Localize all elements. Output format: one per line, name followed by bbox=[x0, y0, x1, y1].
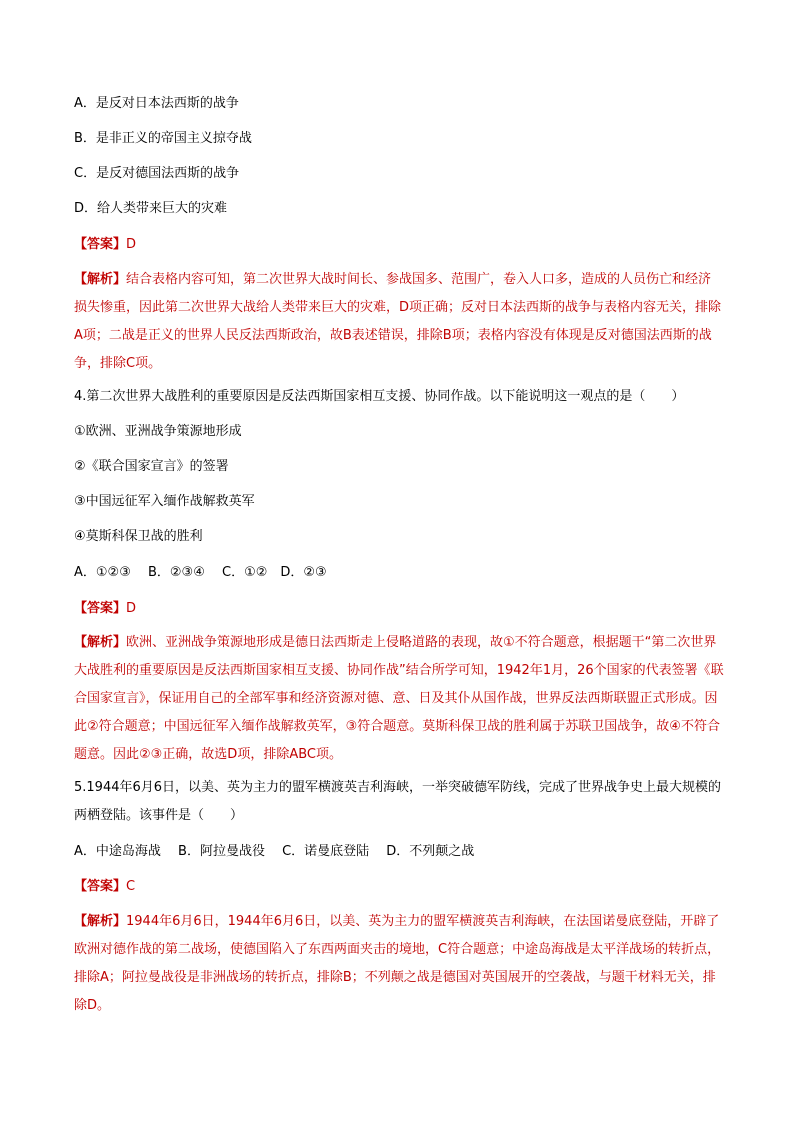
analysis-tag: 【解析】 bbox=[74, 272, 127, 287]
q4-options: A．①②③ B．②③④ C．①② D．②③ bbox=[74, 565, 327, 580]
q3-option-d: D．给人类带来巨大的灾难 bbox=[74, 201, 228, 216]
q4-analysis bbox=[74, 629, 724, 769]
q4-item-3: ③中国远征军入缅作战解救英军 bbox=[74, 494, 255, 509]
answer-value: D bbox=[126, 601, 137, 616]
q5-answer bbox=[74, 879, 135, 895]
analysis-text: 结合表格内容可知，第二次世界大战时间长、参战国多、范围广，卷入人口多，造成的人员伤亡和经济损失惨重，因此第二次世界大战给人类带来巨大的灾难，D项正确；反对日本法西斯的战争与表格内容无关，排除A项；二战是正义的世界人民反法西斯政治，故B表述错误，排除B项；表格内容没有体现是反对德国法西斯的战争，排除C项。 bbox=[74, 272, 722, 371]
analysis-text: 欧洲、亚洲战争策源地形成是德日法西斯走上侵略道路的表现，故①不符合题意，根据题干“第二次世界大战胜利的重要原因是反法西斯国家相互支援、协同作战”结合所学可知，1942年1月，26个国家的代表签署《联合国家宣言》，保证用自己的全部军事和经济资源对德、意、日及其仆从国作战，世界反法西斯联盟正式形成。因此②符合题意；中国远征军入缅作战解救英军，③符合题意。莫斯科保卫战的胜利属于苏联卫国战争，故④不符合题意。因此②③正确，故选D项，排除ABC项。 bbox=[74, 635, 724, 762]
q3-option-a: A．是反对日本法西斯的战争 bbox=[74, 96, 239, 111]
q5-analysis bbox=[74, 908, 724, 1020]
q3-analysis bbox=[74, 266, 724, 378]
q4-item-2: ②《联合国家宣言》的签署 bbox=[74, 459, 229, 474]
q4-item-4: ④莫斯科保卫战的胜利 bbox=[74, 529, 203, 544]
q5-options: A．中途岛海战 B．阿拉曼战役 C．诺曼底登陆 D．不列颠之战 bbox=[74, 844, 475, 859]
q4-answer bbox=[74, 601, 136, 617]
q3-option-c: C．是反对德国法西斯的战争 bbox=[74, 166, 240, 181]
q4-stem: 4.第二次世界大战胜利的重要原因是反法西斯国家相互支援、协同作战。以下能说明这一观点的是（ ） bbox=[74, 389, 685, 404]
q3-answer bbox=[74, 237, 136, 253]
q3-option-b: B．是非正义的帝国主义掠夺战 bbox=[74, 131, 252, 146]
analysis-tag: 【解析】 bbox=[74, 635, 127, 650]
answer-value: C bbox=[126, 879, 136, 894]
analysis-tag: 【解析】 bbox=[74, 914, 127, 929]
analysis-text: 1944年6月6日，1944年6月6日，以美、英为主力的盟军横渡英吉利海峡，在法国诺曼底登陆，开辟了欧洲对德作战的第二战场，使德国陷入了东西两面夹击的境地，C符合题意；中途岛海战是太平洋战场的转折点，排除A；阿拉曼战役是非洲战场的转折点，排除B；不列颠之战是德国对英国展开的空袭战，与题干材料无关，排除D。 bbox=[74, 914, 721, 1013]
q4-item-1: ①欧洲、亚洲战争策源地形成 bbox=[74, 424, 242, 439]
answer-tag: 【答案】 bbox=[74, 879, 127, 894]
answer-value: D bbox=[126, 237, 137, 252]
answer-tag: 【答案】 bbox=[74, 601, 127, 616]
q5-stem: 5.1944年6月6日，以美、英为主力的盟军横渡英吉利海峡，一举突破德军防线，完成了世界战争史上最大规模的两栖登陆。该事件是（ ） bbox=[74, 780, 722, 823]
answer-tag: 【答案】 bbox=[74, 237, 127, 252]
